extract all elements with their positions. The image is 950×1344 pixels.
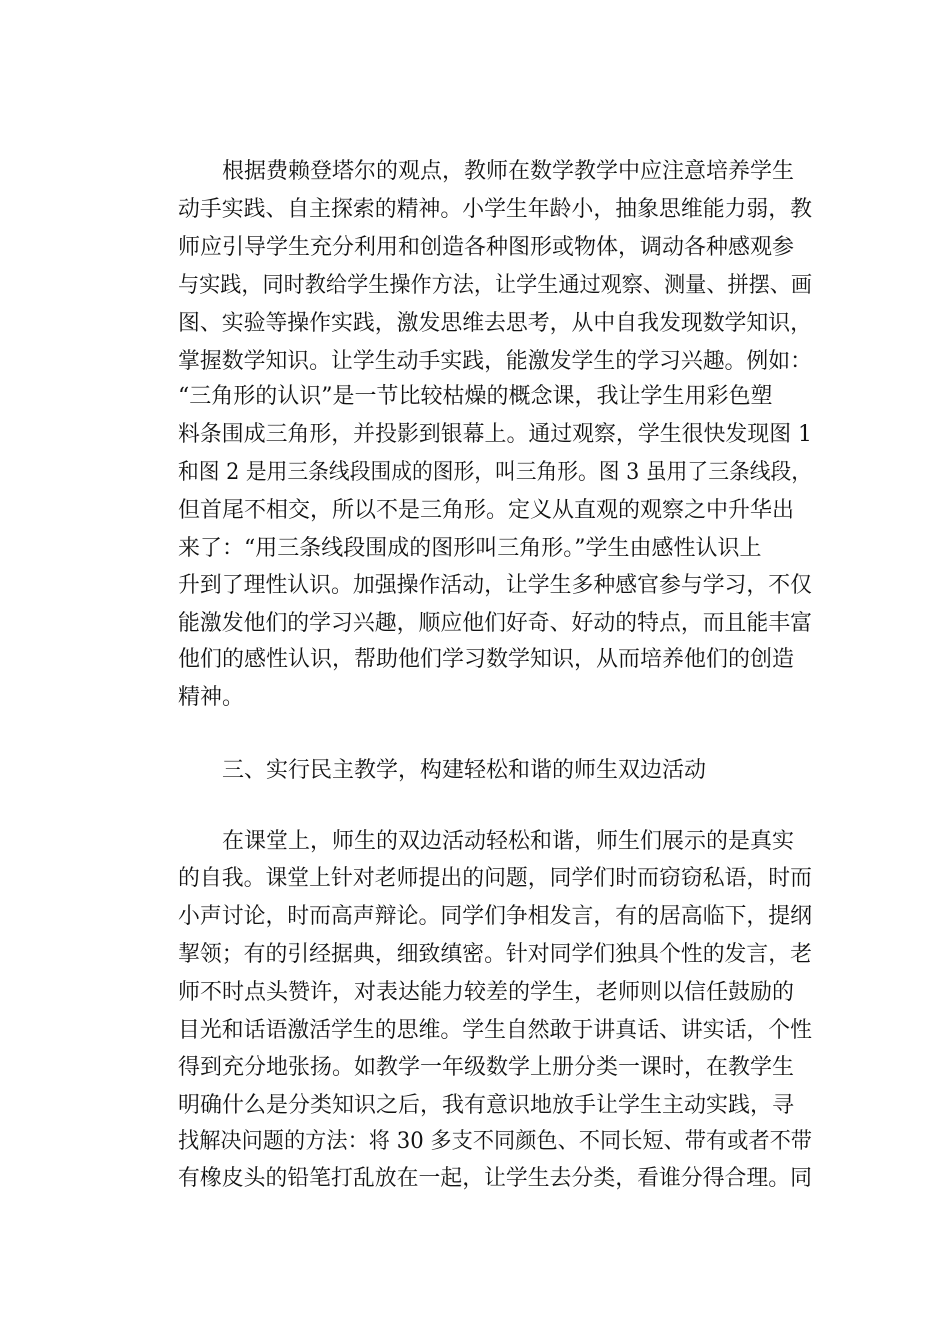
text-line: 挈领；有的引经据典，细致缜密。针对同学们独具个性的发言，老 <box>178 942 813 967</box>
text-line: 料条围成三角形，并投影到银幕上。通过观察，学生很快发现图 1 <box>178 422 812 447</box>
text-line: 他们的感性认识，帮助他们学习数学知识，从而培养他们的创造 <box>178 647 795 672</box>
text-line: 有橡皮头的铅笔打乱放在一起，让学生去分类，看谁分得合理。同 <box>178 1166 813 1191</box>
text-line: 升到了理性认识。加强操作活动，让学生多种感官参与学习，不仅 <box>178 573 813 598</box>
text-line: 掌握数学知识。让学生动手实践，能激发学生的学习兴趣。例如： <box>178 349 813 374</box>
text-line: 和图 2 是用三条线段围成的图形，叫三角形。图 3 虽用了三条线段， <box>178 460 812 485</box>
text-line: 小声讨论，时而高声辩论。同学们争相发言，有的居高临下，提纲 <box>178 904 813 929</box>
text-line: 精神。 <box>178 685 245 710</box>
text-line: 图、实验等操作实践，激发思维去思考，从中自我发现数学知识， <box>178 311 813 336</box>
text-line: 与实践，同时教给学生操作方法，让学生通过观察、测量、拼摆、画 <box>178 273 813 298</box>
text-line: “三角形的认识”是一节比较枯燥的概念课，我让学生用彩色塑 <box>178 384 773 409</box>
text-line: 找解决问题的方法：将 30 多支不同颜色、不同长短、带有或者不带 <box>178 1129 812 1154</box>
text-line: 目光和话语激活学生的思维。学生自然敢于讲真话、讲实话，个性 <box>178 1018 813 1043</box>
text-line: 明确什么是分类知识之后，我有意识地放手让学生主动实践，寻 <box>178 1093 795 1118</box>
text-line: 动手实践、自主探索的精神。小学生年龄小，抽象思维能力弱，教 <box>178 197 813 222</box>
text-line: 但首尾不相交，所以不是三角形。定义从直观的观察之中升华出 <box>178 498 795 523</box>
section-heading: 三、实行民主教学，构建轻松和谐的师生双边活动 <box>222 758 707 783</box>
text-line: 师应引导学生充分利用和创造各种图形或物体，调动各种感观参 <box>178 235 795 260</box>
text-line: 得到充分地张扬。如教学一年级数学上册分类一课时，在教学生 <box>178 1055 795 1080</box>
text-line: 的自我。课堂上针对老师提出的问题，同学们时而窃窃私语，时而 <box>178 866 813 891</box>
text-line: 师不时点头赞许，对表达能力较差的学生，老师则以信任鼓励的 <box>178 980 795 1005</box>
text-line: 来了：“用三条线段围成的图形叫三角形。”学生由感性认识上 <box>178 536 762 561</box>
text-line: 能激发他们的学习兴趣，顺应他们好奇、好动的特点，而且能丰富 <box>178 611 813 636</box>
text-line: 在课堂上，师生的双边活动轻松和谐，师生们展示的是真实 <box>222 829 795 854</box>
text-line: 根据费赖登塔尔的观点，教师在数学教学中应注意培养学生 <box>222 159 795 184</box>
